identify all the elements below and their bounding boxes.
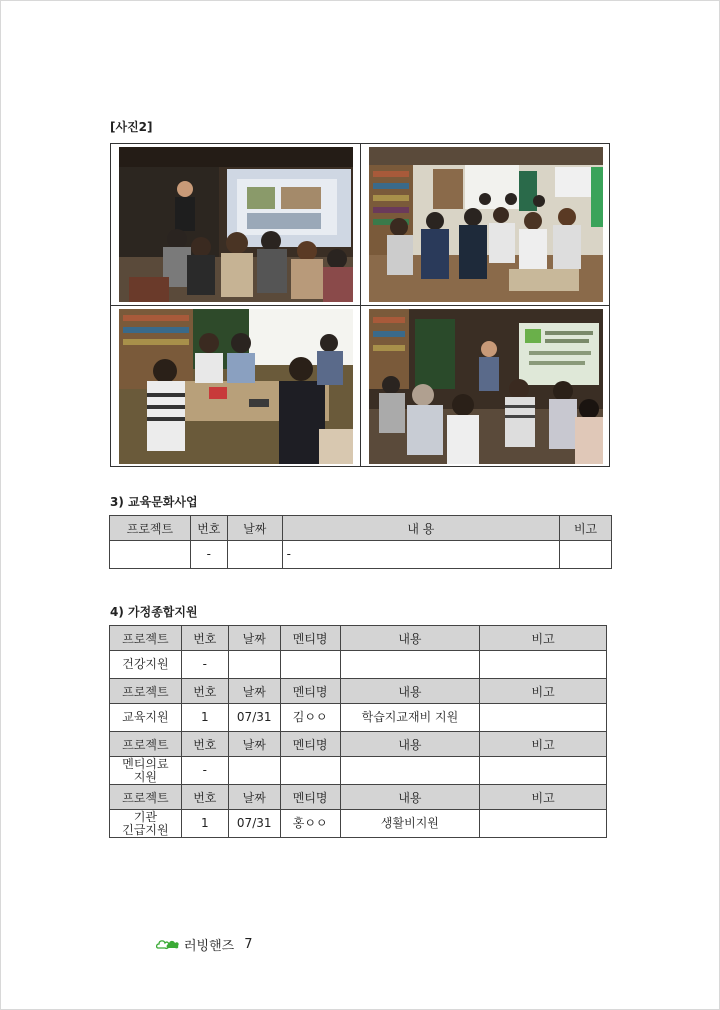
- section4-table: [109, 625, 607, 838]
- footer-brand: 러빙핸즈: [184, 939, 235, 954]
- footer: [156, 935, 253, 954]
- header-content: 내용: [340, 785, 480, 810]
- header-content: 내용: [340, 679, 480, 704]
- header-date: 날짜: [228, 626, 280, 651]
- cell-mentee: [280, 757, 340, 785]
- header-remarks: 비고: [480, 626, 607, 651]
- loving-hands-logo-icon: [156, 935, 180, 954]
- cell-content: -: [282, 541, 559, 569]
- cell-project: 교육지원: [110, 704, 182, 732]
- header-project: 프로젝트: [110, 626, 182, 651]
- section3-table: [109, 515, 612, 569]
- cell-content: 생활비지원: [340, 810, 480, 838]
- cell-remarks: [480, 757, 607, 785]
- header-number: 번호: [181, 626, 228, 651]
- cell-mentee: [280, 651, 340, 679]
- header-content: 내용: [340, 732, 480, 757]
- header-date: 날짜: [228, 785, 280, 810]
- cell-project: 건강지원: [110, 651, 182, 679]
- cell-project: 멘티의료 지원: [110, 757, 182, 785]
- cell-number: -: [190, 541, 227, 569]
- header-project: 프로젝트: [110, 785, 182, 810]
- header-content: 내 용: [282, 516, 559, 541]
- header-mentee: 멘티명: [280, 732, 340, 757]
- header-remarks: 비고: [480, 785, 607, 810]
- header-number: 번호: [181, 785, 228, 810]
- header-mentee: 멘티명: [280, 679, 340, 704]
- header-number: 번호: [181, 732, 228, 757]
- header-project: 프로젝트: [110, 516, 191, 541]
- header-date: 날짜: [227, 516, 282, 541]
- cell-project: 기관 긴급지원: [110, 810, 182, 838]
- header-remarks: 비고: [480, 679, 607, 704]
- table-header-row: [110, 679, 607, 704]
- photo-divider-horizontal: [111, 305, 609, 306]
- cell-date: 07/31: [228, 704, 280, 732]
- cell-project: [110, 541, 191, 569]
- table-row: [110, 757, 607, 785]
- section3-title: 3) 교육문화사업: [110, 495, 198, 509]
- cell-number: 1: [181, 704, 228, 732]
- header-remarks: 비고: [560, 516, 612, 541]
- cell-date: [227, 541, 282, 569]
- cell-number: -: [181, 651, 228, 679]
- cell-number: -: [181, 757, 228, 785]
- cell-mentee: 홍ㅇㅇ: [280, 810, 340, 838]
- table-header-row: [110, 516, 612, 541]
- cell-content: [340, 757, 480, 785]
- table-header-row: [110, 732, 607, 757]
- header-project: 프로젝트: [110, 679, 182, 704]
- cell-date: [228, 757, 280, 785]
- header-number: 번호: [190, 516, 227, 541]
- header-date: 날짜: [228, 732, 280, 757]
- photo-presentation: [369, 309, 603, 464]
- section4-title: 4) 가정종합지원: [110, 605, 198, 619]
- photo-label: [사진2]: [110, 120, 153, 134]
- table-header-row: [110, 785, 607, 810]
- header-content: 내용: [340, 626, 480, 651]
- header-mentee: 멘티명: [280, 785, 340, 810]
- header-mentee: 멘티명: [280, 626, 340, 651]
- cell-date: 07/31: [228, 810, 280, 838]
- photo-lecture: [119, 147, 353, 302]
- header-remarks: 비고: [480, 732, 607, 757]
- page-number: 7: [244, 937, 253, 952]
- table-row: [110, 541, 612, 569]
- cell-remarks: [480, 704, 607, 732]
- table-row: [110, 704, 607, 732]
- header-date: 날짜: [228, 679, 280, 704]
- cell-remarks: [480, 651, 607, 679]
- cell-number: 1: [181, 810, 228, 838]
- table-header-row: [110, 626, 607, 651]
- header-project: 프로젝트: [110, 732, 182, 757]
- photo-cafe-discussion: [369, 147, 603, 302]
- header-number: 번호: [181, 679, 228, 704]
- cell-date: [228, 651, 280, 679]
- photo-grid: [110, 143, 610, 467]
- cell-remarks: [480, 810, 607, 838]
- table-row: [110, 810, 607, 838]
- cell-content: [340, 651, 480, 679]
- cell-content: 학습지교재비 지원: [340, 704, 480, 732]
- photo-table-group: [119, 309, 353, 464]
- table-row: [110, 651, 607, 679]
- cell-remarks: [560, 541, 612, 569]
- cell-mentee: 김ㅇㅇ: [280, 704, 340, 732]
